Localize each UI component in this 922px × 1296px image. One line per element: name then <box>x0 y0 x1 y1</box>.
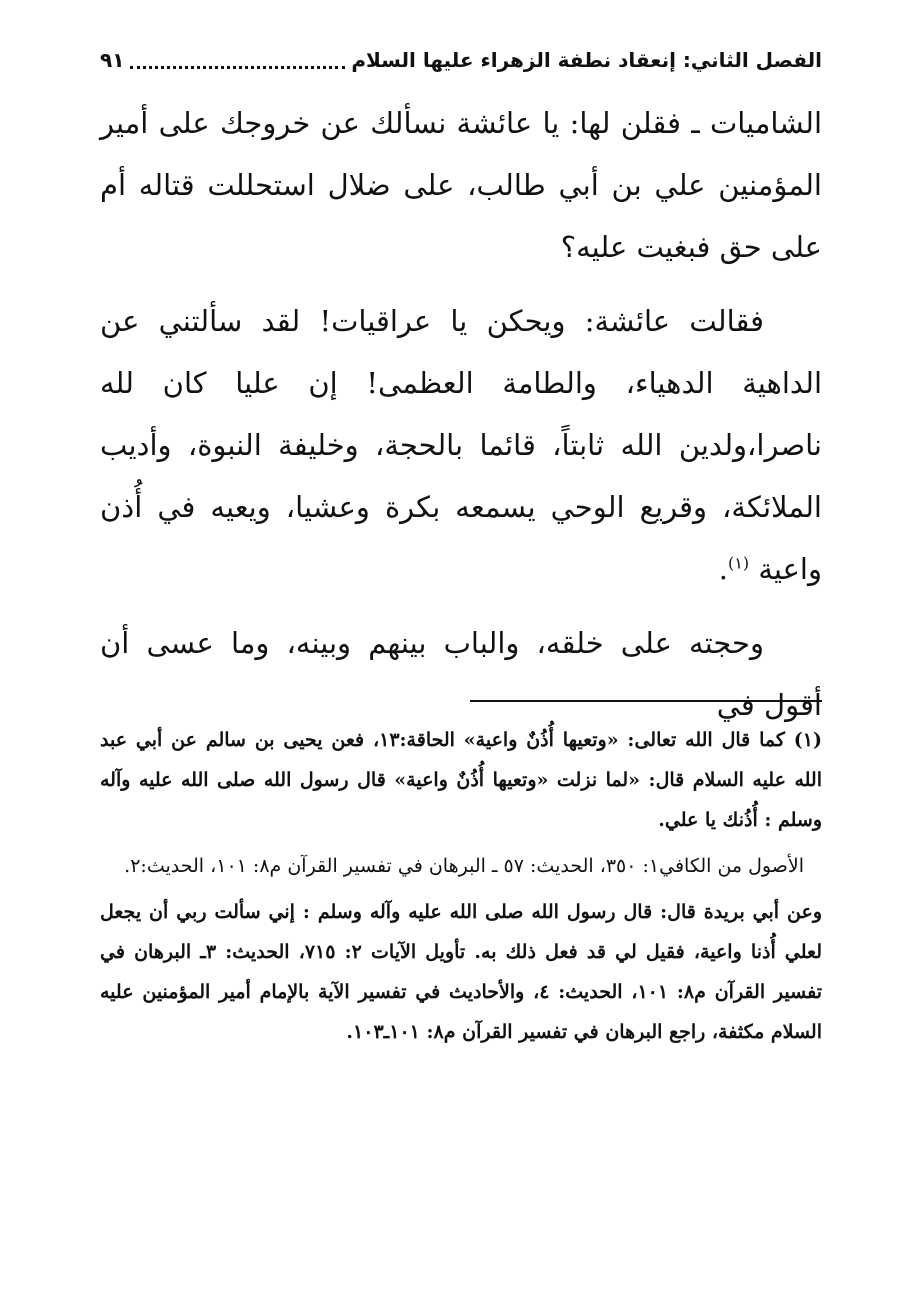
paragraph-2-end: . <box>718 552 729 586</box>
page-number: ٩١ <box>100 48 125 72</box>
running-header <box>100 40 822 80</box>
footnote-reference: (١) <box>728 553 750 573</box>
footnote-2: وعن أبي بريدة قال: قال رسول الله صلى الله عليه وآله وسلم : إني سألت ربي أن يجعل لعلي أُذنا واعية، فقيل لي قد فعل ذلك به. تأويل الآيات ٢: ٧١٥، الحديث: ٣ـ البرهان في تفسير القرآن م٨: ١٠١، الحديث: ٤، والأحاديث في تفسير الآية بالإمام أمير المؤمنين عليه السلام مكثفة، راجع البرهان في تفسير القرآن م٨: ١٠١ـ١٠٣. <box>100 901 822 1043</box>
body-text <box>100 92 822 748</box>
chapter-title: الفصل الثاني: إنعقاد نطفة الزهراء عليها السلام <box>351 48 822 72</box>
book-page <box>100 40 822 1280</box>
paragraph-2-text: فقالت عائشة: ويحكن يا عراقيات! لقد سألتني عن الداهية الدهياء، والطامة العظمى! إن عليا كان لله ناصرا،ولدين الله ثابتاً، قائما بالحجة، وخليفة النبوة، وأديب الملائكة، وقريع الوحي يسمعه بكرة وعشيا، ويعيه في أُذن واعية <box>100 304 822 586</box>
paragraph-2 <box>100 290 822 600</box>
footnotes <box>100 720 822 1058</box>
paragraph-3: وحجته على خلقه، والباب بينهم وبينه، وما عسى أن أقول في <box>100 626 822 722</box>
paragraph-1: الشاميات ـ فقلن لها: يا عائشة نسألك عن خروجك على أمير المؤمنين علي بن أبي طالب، على ضلال استحللت قتاله أم على حق فبغيت عليه؟ <box>100 106 823 264</box>
footnote-divider <box>470 700 822 702</box>
footnote-1: (١) كما قال الله تعالى: «وتعيها أُذُنٌ واعية» الحاقة:١٣، فعن يحيى بن سالم عن أبي عبد الله عليه السلام قال: «لما نزلت «وتعيها أُذُنٌ واعية» قال رسول الله صلى الله عليه وآله وسلم : أُذُنك يا علي. <box>100 729 822 831</box>
dot-leader <box>130 52 345 69</box>
footnote-1-source: الأصول من الكافي١: ٣٥٠، الحديث: ٥٧ ـ البرهان في تفسير القرآن م٨: ١٠١، الحديث:٢. <box>124 855 804 877</box>
